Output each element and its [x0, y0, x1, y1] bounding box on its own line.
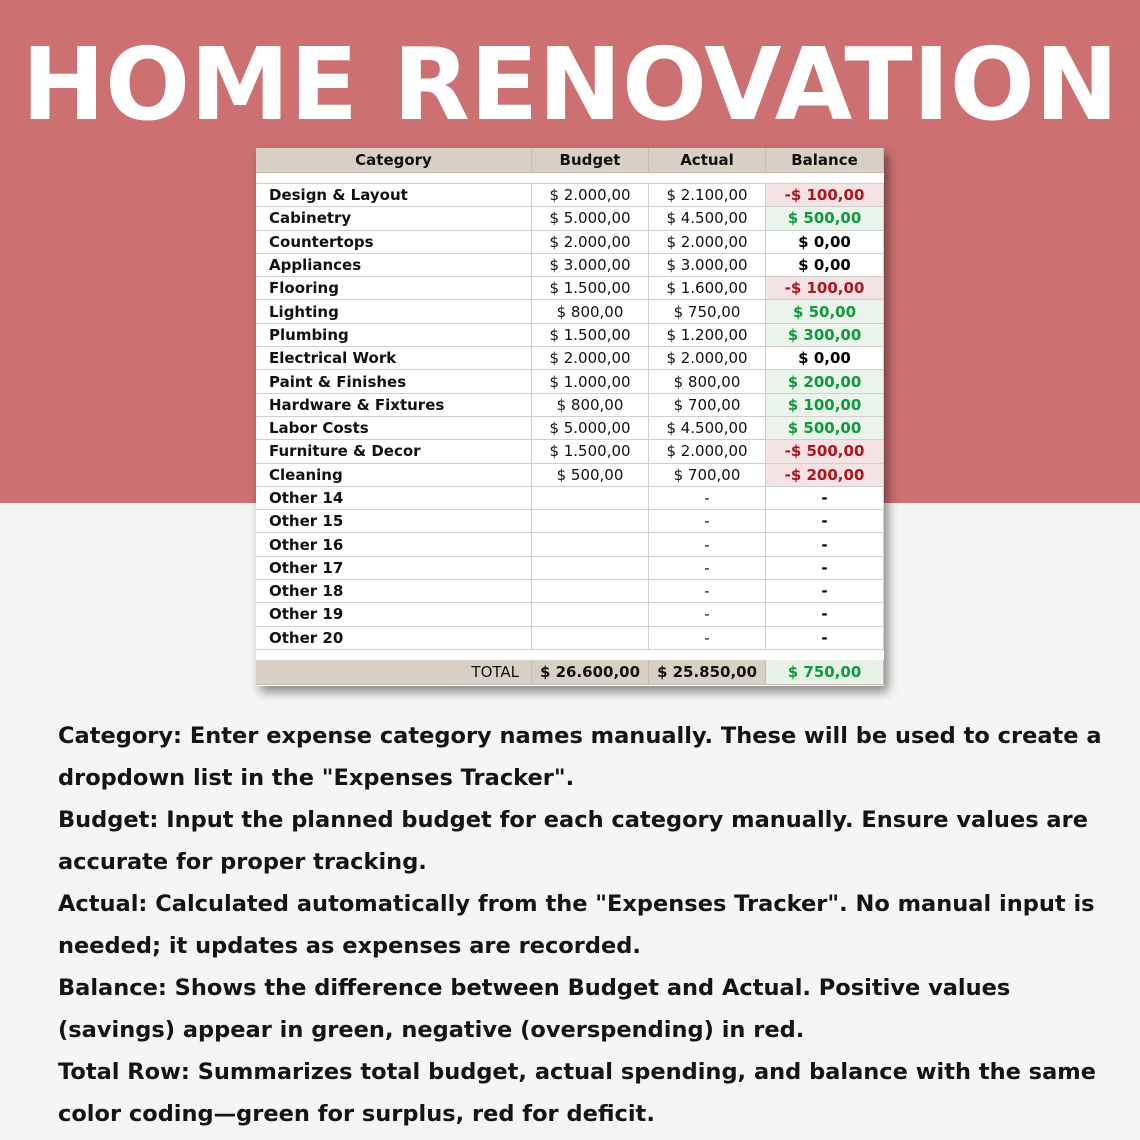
category-cell[interactable]: Design & Layout [256, 184, 532, 207]
actual-cell[interactable]: - [649, 533, 766, 556]
budget-cell[interactable]: $ 3.000,00 [532, 254, 649, 277]
table-row [256, 627, 884, 650]
table-row [256, 533, 884, 556]
actual-cell[interactable]: $ 800,00 [649, 370, 766, 393]
header-category: Category [256, 148, 532, 173]
budget-cell[interactable]: $ 2.000,00 [532, 231, 649, 254]
category-cell[interactable]: Other 15 [256, 510, 532, 533]
budget-cell[interactable] [532, 533, 649, 556]
actual-cell[interactable]: $ 3.000,00 [649, 254, 766, 277]
balance-cell[interactable]: $ 100,00 [766, 394, 884, 417]
page-title: HOME RENOVATION [21, 26, 1119, 143]
category-cell[interactable]: Labor Costs [256, 417, 532, 440]
actual-cell[interactable]: $ 2.100,00 [649, 184, 766, 207]
budget-cell[interactable]: $ 1.500,00 [532, 277, 649, 300]
actual-cell[interactable]: - [649, 487, 766, 510]
table-row [256, 207, 884, 230]
table-row [256, 184, 884, 207]
balance-cell[interactable]: -$ 100,00 [766, 277, 884, 300]
actual-cell[interactable]: $ 1.200,00 [649, 324, 766, 347]
actual-cell[interactable]: - [649, 603, 766, 626]
actual-cell[interactable]: $ 2.000,00 [649, 440, 766, 463]
budget-sheet [256, 148, 884, 686]
table-body [256, 184, 884, 650]
actual-cell[interactable]: $ 2.000,00 [649, 347, 766, 370]
actual-cell[interactable]: $ 700,00 [649, 394, 766, 417]
balance-cell[interactable]: $ 500,00 [766, 417, 884, 440]
category-cell[interactable]: Countertops [256, 231, 532, 254]
actual-cell[interactable]: $ 750,00 [649, 300, 766, 323]
budget-cell[interactable]: $ 1.500,00 [532, 440, 649, 463]
balance-cell[interactable]: $ 200,00 [766, 370, 884, 393]
balance-cell[interactable]: -$ 100,00 [766, 184, 884, 207]
table-row [256, 231, 884, 254]
category-cell[interactable]: Other 18 [256, 580, 532, 603]
balance-cell[interactable]: $ 0,00 [766, 231, 884, 254]
budget-cell[interactable]: $ 2.000,00 [532, 184, 649, 207]
category-cell[interactable]: Other 20 [256, 627, 532, 650]
instruction-category: Category: Enter expense category names manually. These will be used to create a dropdown list in the "Expenses Tracker". [58, 723, 1102, 791]
table-row [256, 440, 884, 463]
budget-cell[interactable]: $ 800,00 [532, 394, 649, 417]
actual-cell[interactable]: - [649, 557, 766, 580]
category-cell[interactable]: Appliances [256, 254, 532, 277]
header-actual: Actual [649, 148, 766, 173]
budget-cell[interactable]: $ 2.000,00 [532, 347, 649, 370]
budget-cell[interactable]: $ 500,00 [532, 464, 649, 487]
actual-cell[interactable]: - [649, 627, 766, 650]
table-row [256, 277, 884, 300]
table-row [256, 580, 884, 603]
actual-cell[interactable]: $ 4.500,00 [649, 417, 766, 440]
category-cell[interactable]: Cabinetry [256, 207, 532, 230]
category-cell[interactable]: Other 19 [256, 603, 532, 626]
budget-cell[interactable]: $ 1.000,00 [532, 370, 649, 393]
category-cell[interactable]: Cleaning [256, 464, 532, 487]
budget-table [256, 148, 884, 685]
budget-cell[interactable] [532, 627, 649, 650]
table-row [256, 254, 884, 277]
balance-cell[interactable]: - [766, 603, 884, 626]
table-row [256, 370, 884, 393]
balance-cell[interactable]: $ 0,00 [766, 254, 884, 277]
total-balance[interactable]: $ 750,00 [766, 660, 884, 685]
instruction-budget: Budget: Input the planned budget for each category manually. Ensure values are accurate for proper tracking. [58, 807, 1088, 875]
table-row [256, 300, 884, 323]
table-row [256, 417, 884, 440]
table-row [256, 557, 884, 580]
total-label: TOTAL [256, 660, 532, 685]
balance-cell[interactable]: - [766, 627, 884, 650]
balance-cell[interactable]: -$ 200,00 [766, 464, 884, 487]
spacer-row [256, 650, 884, 660]
spacer-row [256, 173, 884, 184]
category-cell[interactable]: Electrical Work [256, 347, 532, 370]
category-cell[interactable]: Paint & Finishes [256, 370, 532, 393]
table-header-row [256, 148, 884, 173]
actual-cell[interactable]: - [649, 510, 766, 533]
budget-cell[interactable] [532, 510, 649, 533]
actual-cell[interactable]: $ 1.600,00 [649, 277, 766, 300]
actual-cell[interactable]: $ 2.000,00 [649, 231, 766, 254]
balance-cell[interactable]: $ 0,00 [766, 347, 884, 370]
budget-cell[interactable] [532, 580, 649, 603]
total-budget[interactable]: $ 26.600,00 [532, 660, 649, 685]
category-cell[interactable]: Hardware & Fixtures [256, 394, 532, 417]
budget-cell[interactable]: $ 5.000,00 [532, 417, 649, 440]
table-row [256, 347, 884, 370]
category-cell[interactable]: Other 14 [256, 487, 532, 510]
table-row [256, 487, 884, 510]
header-budget: Budget [532, 148, 649, 173]
balance-cell[interactable]: - [766, 580, 884, 603]
table-row [256, 324, 884, 347]
total-row [256, 660, 884, 685]
budget-cell[interactable] [532, 603, 649, 626]
header-balance: Balance [766, 148, 884, 173]
category-cell[interactable]: Furniture & Decor [256, 440, 532, 463]
budget-cell[interactable] [532, 557, 649, 580]
actual-cell[interactable]: - [649, 580, 766, 603]
balance-cell[interactable]: - [766, 533, 884, 556]
balance-cell[interactable]: - [766, 510, 884, 533]
total-actual[interactable]: $ 25.850,00 [649, 660, 766, 685]
category-cell[interactable]: Other 17 [256, 557, 532, 580]
instruction-total-row: Total Row: Summarizes total budget, actual spending, and balance with the same color coding—green for surplus, red for deficit. [58, 1059, 1096, 1127]
category-cell[interactable]: Flooring [256, 277, 532, 300]
balance-cell[interactable]: - [766, 557, 884, 580]
category-cell[interactable]: Other 16 [256, 533, 532, 556]
balance-cell[interactable]: - [766, 487, 884, 510]
budget-cell[interactable]: $ 1.500,00 [532, 324, 649, 347]
instruction-actual: Actual: Calculated automatically from the "Expenses Tracker". No manual input is needed; it updates as expenses are recorded. [58, 891, 1095, 959]
table-row [256, 394, 884, 417]
balance-cell[interactable]: $ 50,00 [766, 300, 884, 323]
category-cell[interactable]: Lighting [256, 300, 532, 323]
instruction-balance: Balance: Shows the difference between Budget and Actual. Positive values (savings) appear in green, negative (overspending) in red. [58, 975, 1011, 1043]
actual-cell[interactable]: $ 4.500,00 [649, 207, 766, 230]
table-row [256, 464, 884, 487]
table-row [256, 603, 884, 626]
balance-cell[interactable]: $ 300,00 [766, 324, 884, 347]
instructions [58, 715, 1118, 1135]
budget-cell[interactable]: $ 5.000,00 [532, 207, 649, 230]
balance-cell[interactable]: -$ 500,00 [766, 440, 884, 463]
balance-cell[interactable]: $ 500,00 [766, 207, 884, 230]
category-cell[interactable]: Plumbing [256, 324, 532, 347]
budget-cell[interactable] [532, 487, 649, 510]
budget-cell[interactable]: $ 800,00 [532, 300, 649, 323]
table-row [256, 510, 884, 533]
actual-cell[interactable]: $ 700,00 [649, 464, 766, 487]
